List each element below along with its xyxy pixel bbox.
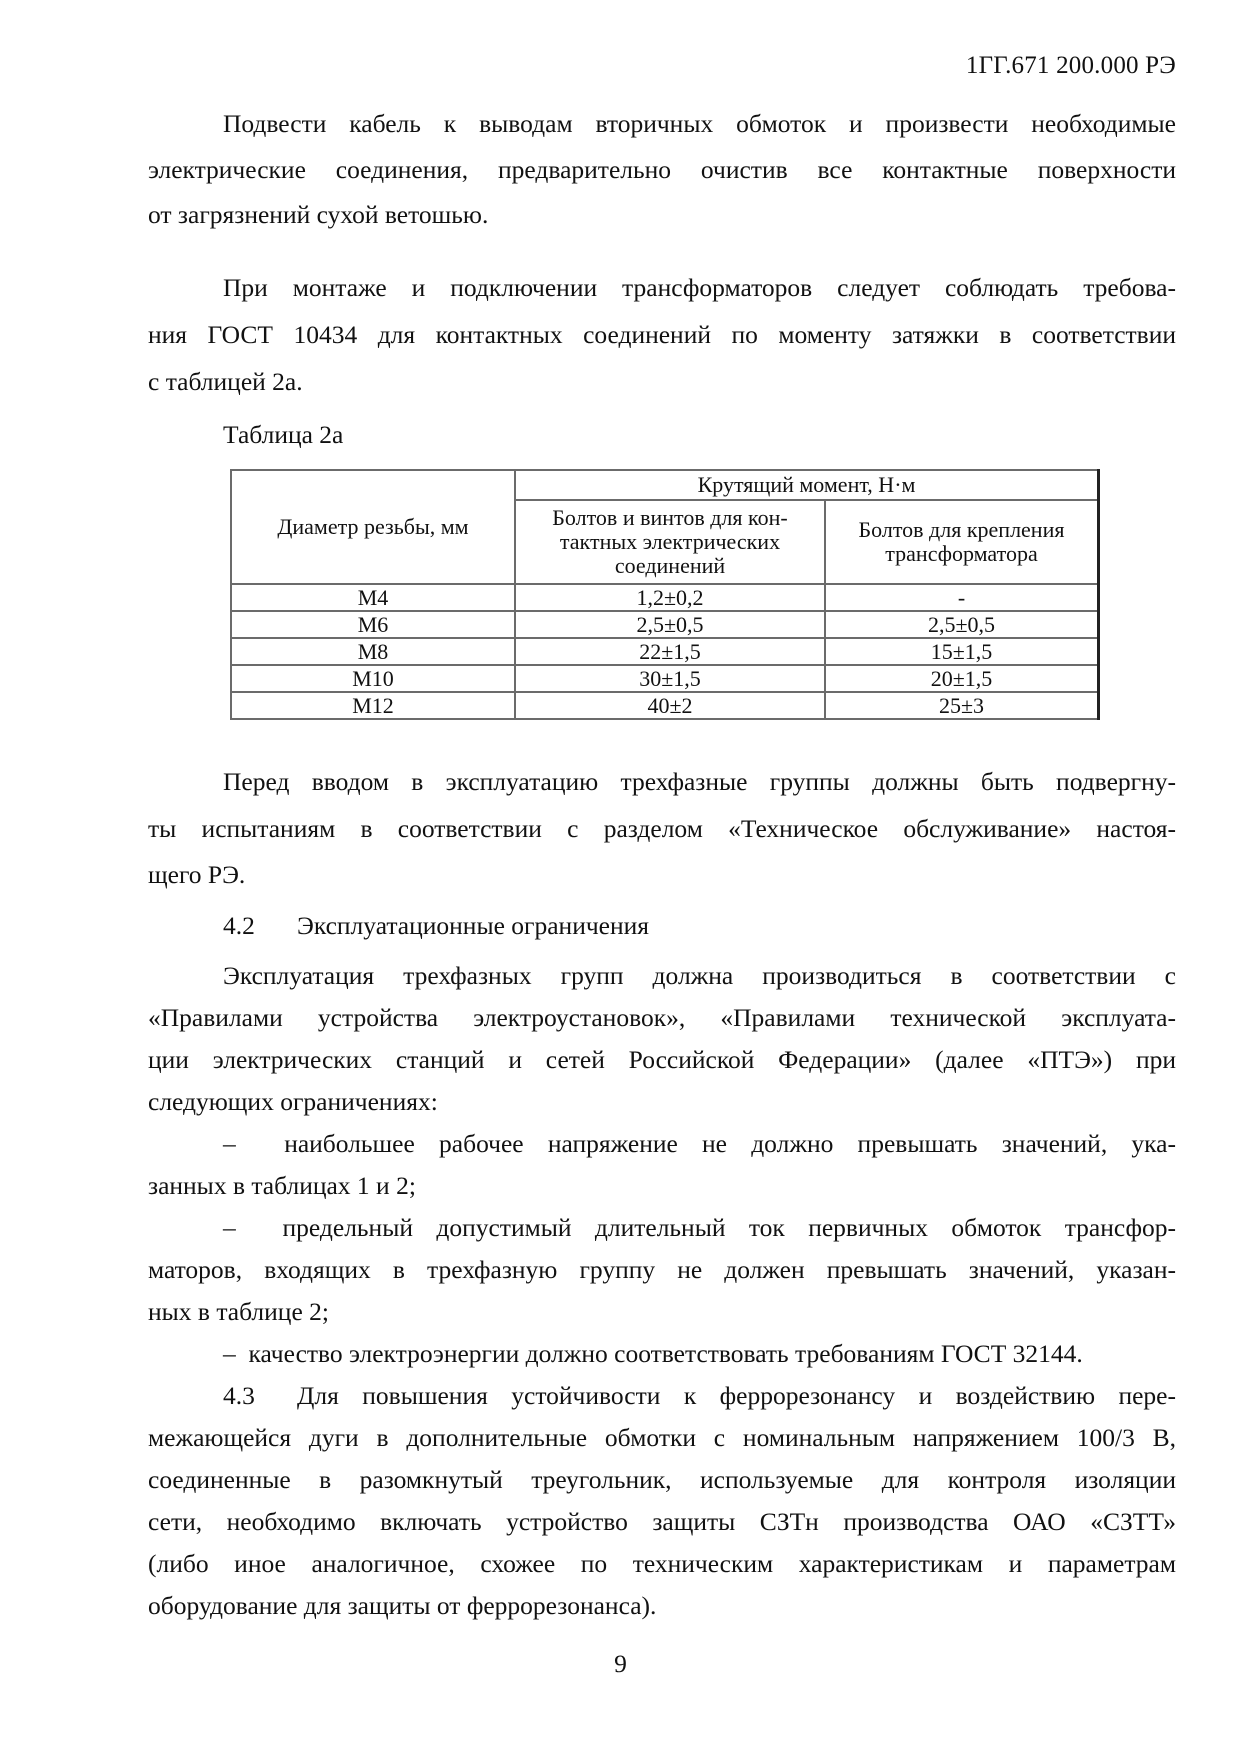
text-line: оборудование для защиты от феррорезонанса). <box>148 1591 657 1620</box>
section-heading-4-2 <box>223 911 1176 941</box>
cell-mount-torque: - <box>825 584 1099 611</box>
cell-mount-torque: 2,5±0,5 <box>825 611 1099 638</box>
bullet-text: наибольшее рабочее напряжение не должно превышать значений, ука- <box>284 1129 1176 1158</box>
cell-contact-torque: 2,5±0,5 <box>515 611 825 638</box>
cell-diameter: М8 <box>231 638 515 665</box>
section-text: Для повышения устойчивости к феррорезонансу и воздействию пере- <box>297 1381 1176 1410</box>
bullet-text: предельный допустимый длительный ток первичных обмоток трансфор- <box>282 1213 1177 1242</box>
cell-contact-torque: 1,2±0,2 <box>515 584 825 611</box>
text-line: занных в таблицах 1 и 2; <box>148 1171 416 1200</box>
text-line: щего РЭ. <box>148 860 246 889</box>
table-row <box>231 692 1099 719</box>
cell-diameter: М6 <box>231 611 515 638</box>
text-line: (либо иное аналогичное, схожее по техническим характеристикам и параметрам <box>148 1549 1176 1578</box>
text-line: ты испытаниям в соответствии с разделом «Техническое обслуживание» настоя- <box>148 814 1176 843</box>
document-code: 1ГГ.671 200.000 РЭ <box>965 52 1176 79</box>
header-line: Болтов для крепления <box>858 517 1065 542</box>
header-line: тактных электрических <box>559 529 781 554</box>
header-line: Болтов и винтов для кон- <box>552 505 788 530</box>
table-row <box>231 584 1099 611</box>
text-line: от загрязнений сухой ветошью. <box>148 200 489 229</box>
text-line: При монтаже и подключении трансформаторов следует соблюдать требова- <box>223 273 1176 302</box>
header-line: соединений <box>614 553 726 578</box>
text-line <box>223 1129 1176 1159</box>
cell-diameter: М4 <box>231 584 515 611</box>
dash-bullet: – <box>223 1339 236 1368</box>
cell-contact-torque: 22±1,5 <box>515 638 825 665</box>
text-line: Перед вводом в эксплуатацию трехфазные группы должны быть подвергну- <box>223 767 1176 796</box>
text-line: электрические соединения, предварительно очистив все контактные поверхности <box>148 155 1176 184</box>
cell-mount-torque: 20±1,5 <box>825 665 1099 692</box>
text-line <box>223 1339 1176 1369</box>
text-line <box>223 1381 1176 1411</box>
table-row <box>231 665 1099 692</box>
text-line: сети, необходимо включать устройство защиты СЗТн производства ОАО «СЗТТ» <box>148 1507 1176 1536</box>
page-number: 9 <box>614 1649 627 1678</box>
header-line: трансформатора <box>885 541 1038 566</box>
text-line: маторов, входящих в трехфазную группу не должен превышать значений, указан- <box>148 1255 1176 1284</box>
text-line: «Правилами устройства электроустановок», «Правилами технической эксплуата- <box>148 1003 1176 1032</box>
cell-diameter: М12 <box>231 692 515 719</box>
cell-mount-torque: 25±3 <box>825 692 1099 719</box>
text-line: следующих ограничениях: <box>148 1087 438 1116</box>
section-number: 4.2 <box>223 911 255 940</box>
text-line: Подвести кабель к выводам вторичных обмоток и произвести необходимые <box>223 109 1176 138</box>
section-title: Эксплуатационные ограничения <box>297 911 650 940</box>
text-line: ции электрических станций и сетей Российской Федерации» (далее «ПТЭ») при <box>148 1045 1176 1074</box>
torque-table <box>230 469 1100 720</box>
table-caption: Таблица 2а <box>223 420 344 449</box>
dash-bullet: – <box>223 1129 236 1158</box>
text-line: межающейся дуги в дополнительные обмотки с номинальным напряжением 100/3 В, <box>148 1423 1176 1452</box>
header-mount-bolts <box>825 500 1099 584</box>
cell-mount-torque: 15±1,5 <box>825 638 1099 665</box>
text-line: ных в таблице 2; <box>148 1297 329 1326</box>
header-contact-bolts <box>515 500 825 584</box>
cell-contact-torque: 40±2 <box>515 692 825 719</box>
header-thread-diameter: Диаметр резьбы, мм <box>231 470 515 584</box>
text-line <box>223 1213 1176 1243</box>
text-line: соединенные в разомкнутый треугольник, используемые для контроля изоляции <box>148 1465 1176 1494</box>
header-torque-group: Крутящий момент, Н·м <box>515 470 1099 500</box>
table-row <box>231 638 1099 665</box>
cell-diameter: М10 <box>231 665 515 692</box>
text-line: с таблицей 2а. <box>148 367 303 396</box>
cell-contact-torque: 30±1,5 <box>515 665 825 692</box>
bullet-text: качество электроэнергии должно соответствовать требованиям ГОСТ 32144. <box>248 1339 1083 1368</box>
section-number: 4.3 <box>223 1381 255 1410</box>
dash-bullet: – <box>223 1213 236 1242</box>
table-row <box>231 611 1099 638</box>
text-line: Эксплуатация трехфазных групп должна производиться в соответствии с <box>223 961 1176 990</box>
table-header-row <box>231 470 1099 500</box>
text-line: ния ГОСТ 10434 для контактных соединений по моменту затяжки в соответствии <box>148 320 1176 349</box>
